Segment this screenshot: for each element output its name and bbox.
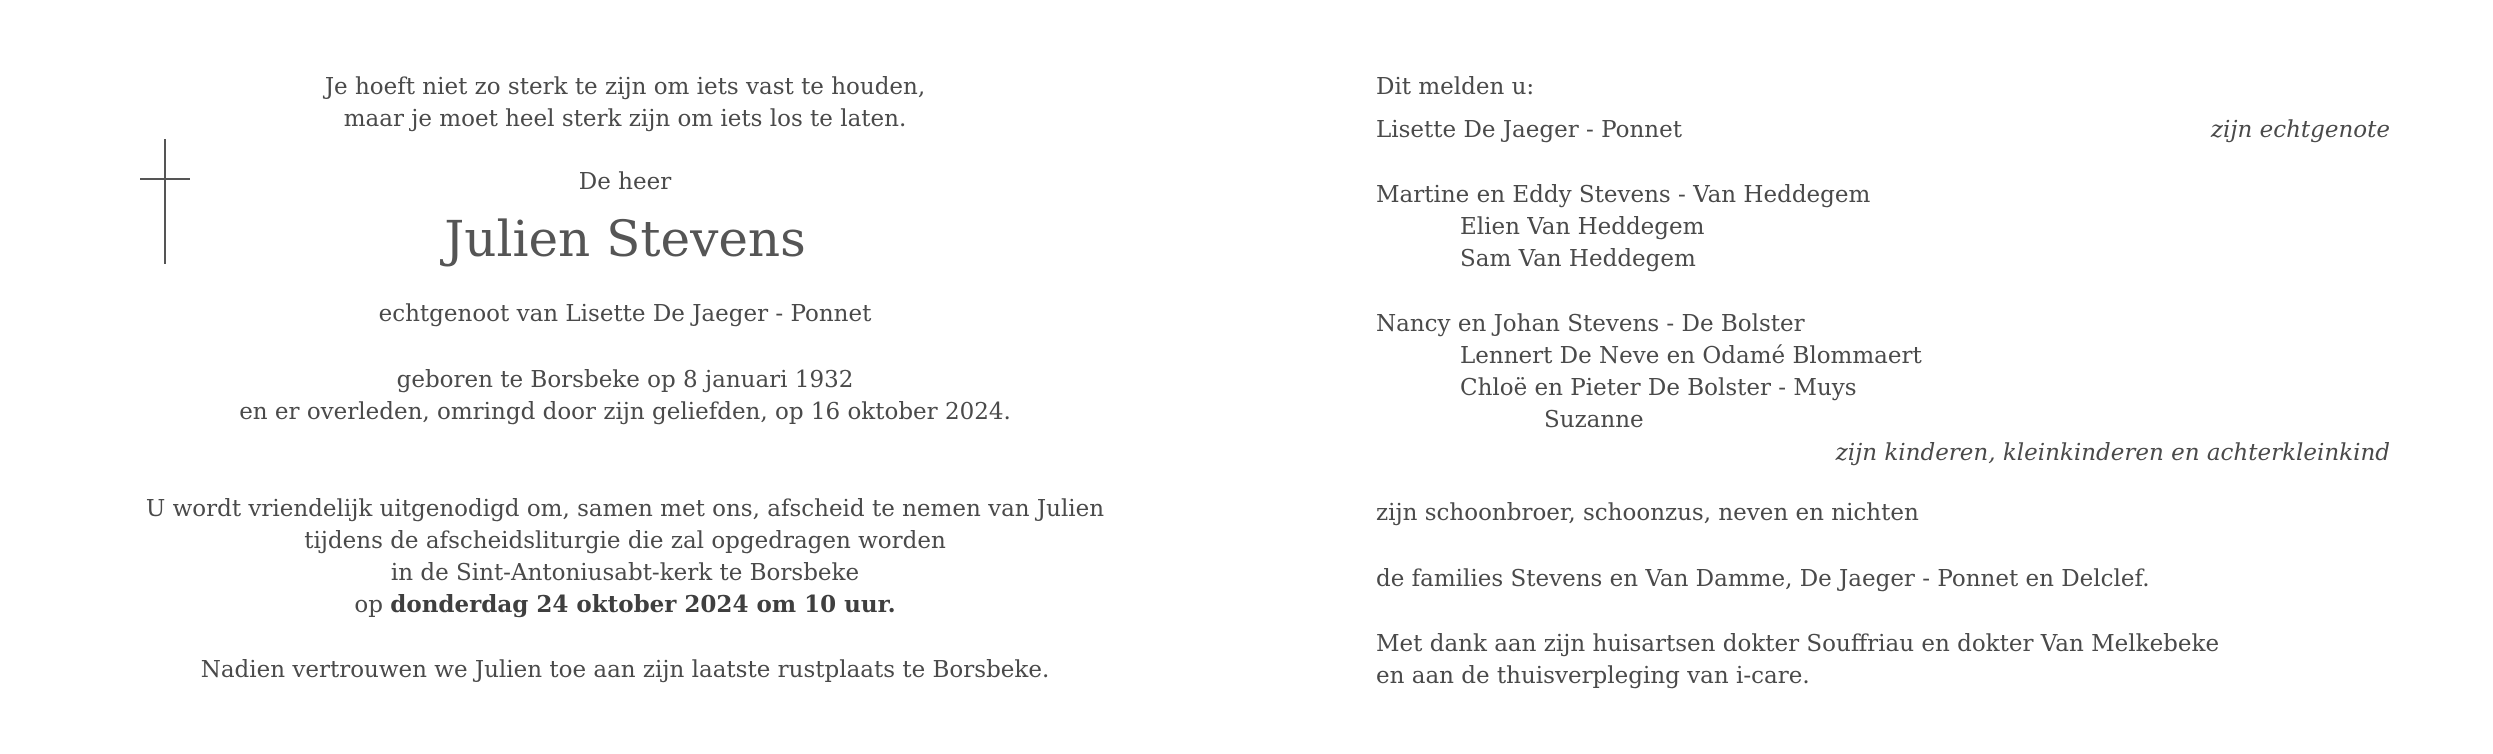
closing-line: Nadien vertrouwen we Julien toe aan zijn laatste rustplaats te Borsbeke. bbox=[200, 657, 1050, 683]
children-role: zijn kinderen, kleinkinderen en achterkleinkind bbox=[1835, 440, 2390, 466]
invite-line-4 bbox=[130, 589, 1120, 621]
invite-line-4-prefix: op bbox=[354, 592, 383, 618]
deceased-name: Julien Stevens bbox=[444, 210, 806, 268]
family-2: Nancy en Johan Stevens - De Bolster bbox=[1376, 311, 1805, 337]
quote-line-2: maar je moet heel sterk zijn om iets los te laten. bbox=[343, 106, 907, 132]
family-1-child-1: Elien Van Heddegem bbox=[1460, 214, 1705, 240]
invite-line-3: in de Sint-Antoniusabt-kerk te Borsbeke bbox=[390, 560, 860, 586]
death-line: en er overleden, omringd door zijn geliefden, op 16 oktober 2024. bbox=[239, 399, 1011, 425]
service-datetime: donderdag 24 oktober 2024 om 10 uur. bbox=[390, 591, 896, 618]
spouse-name: Lisette De Jaeger - Ponnet bbox=[1376, 117, 1682, 143]
birth-line: geboren te Borsbeke op 8 januari 1932 bbox=[396, 367, 854, 393]
family-2-child-1: Lennert De Neve en Odamé Blommaert bbox=[1460, 343, 1922, 369]
families-line: de families Stevens en Van Damme, De Jaeger - Ponnet en Delclef. bbox=[1376, 566, 2150, 592]
inlaws-line: zijn schoonbroer, schoonzus, neven en nichten bbox=[1376, 500, 1919, 526]
quote-line-1: Je hoeft niet zo sterk te zijn om iets vast te houden, bbox=[324, 74, 926, 100]
honorific: De heer bbox=[578, 169, 672, 195]
thanks-line-2: en aan de thuisverpleging van i-care. bbox=[1376, 663, 1810, 689]
announce-header: Dit melden u: bbox=[1376, 74, 1535, 100]
invite-line-2: tijdens de afscheidsliturgie die zal opgedragen worden bbox=[304, 528, 946, 554]
spouse-role: zijn echtgenote bbox=[2210, 117, 2390, 143]
spouse-line: echtgenoot van Lisette De Jaeger - Ponnet bbox=[378, 301, 872, 327]
family-2-child-2: Chloë en Pieter De Bolster - Muys bbox=[1460, 375, 1857, 401]
family-1: Martine en Eddy Stevens - Van Heddegem bbox=[1376, 182, 1871, 208]
family-1-child-2: Sam Van Heddegem bbox=[1460, 246, 1696, 272]
thanks-line-1: Met dank aan zijn huisartsen dokter Souffriau en dokter Van Melkebeke bbox=[1376, 631, 2220, 657]
invite-line-1: U wordt vriendelijk uitgenodigd om, samen met ons, afscheid te nemen van Julien bbox=[145, 496, 1105, 522]
family-2-grandchild: Suzanne bbox=[1544, 407, 1644, 433]
